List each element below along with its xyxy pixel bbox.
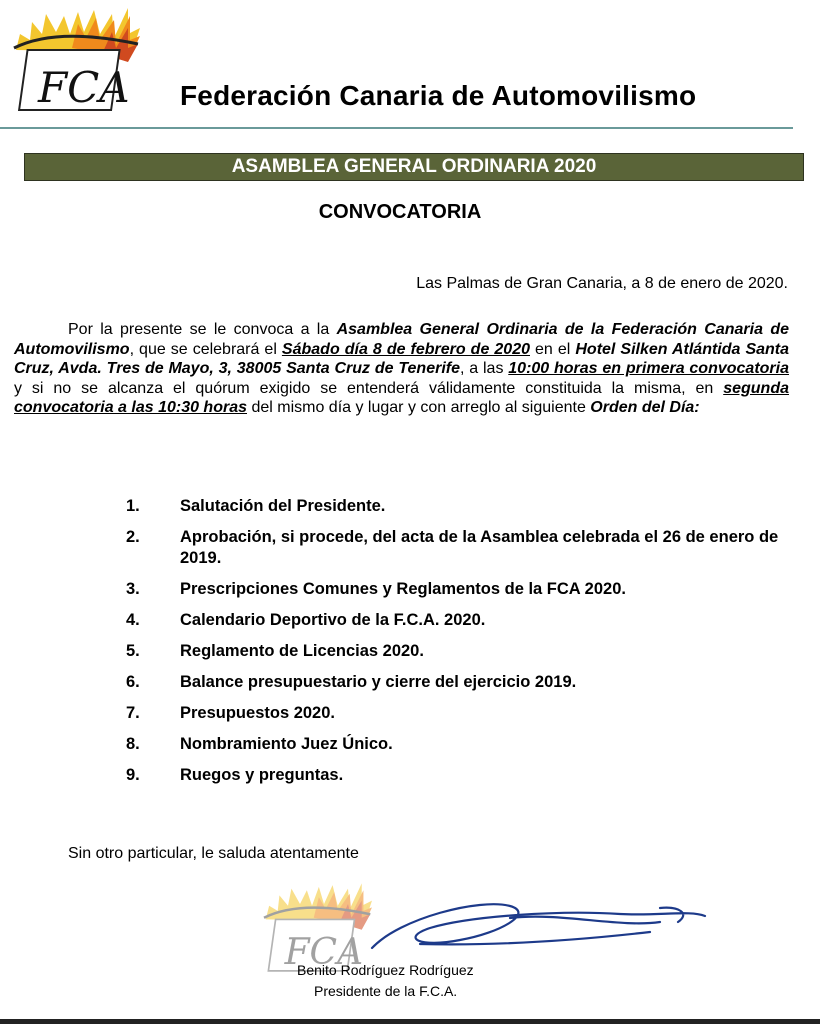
date-line: Las Palmas de Gran Canaria, a 8 de enero de 2020.: [416, 275, 788, 292]
agenda-item: [126, 527, 796, 569]
agenda-item-number: 8.: [126, 735, 140, 753]
agenda-item-number: 3.: [126, 580, 140, 598]
agenda-list: [126, 496, 796, 796]
signer-role: Presidente de la F.C.A.: [314, 983, 458, 999]
agenda-item-text: Aprobación, si procede, del acta de la Asamblea celebrada el 26 de enero de 2019.: [180, 528, 779, 567]
agenda-item: [126, 610, 796, 631]
agenda-label: Orden del Día:: [590, 399, 700, 416]
agenda-item: [126, 496, 796, 517]
document-heading: CONVOCATORIA: [318, 201, 482, 223]
bottom-border: [0, 1019, 820, 1024]
agenda-item: [126, 703, 796, 724]
agenda-item-number: 6.: [126, 673, 140, 691]
stamp-logo-text: FCA: [284, 932, 364, 973]
fca-logo: [12, 4, 142, 116]
agenda-item: [126, 765, 796, 786]
agenda-item-text: Nombramiento Juez Único.: [180, 735, 393, 753]
logo-text: FCA: [38, 63, 130, 112]
second-call: segunda convocatoria a las 10:30 horas: [14, 379, 789, 416]
agenda-item-number: 4.: [126, 611, 140, 629]
meeting-date: Sábado día 8 de febrero de 2020: [281, 340, 530, 358]
header-divider: [0, 127, 793, 129]
closing-line: Sin otro particular, le saluda atentamente: [68, 845, 359, 862]
body-text: del mismo día y lugar y con arreglo al siguiente: [247, 399, 591, 416]
agenda-item-text: Prescripciones Comunes y Reglamentos de la FCA 2020.: [180, 580, 626, 598]
agenda-item-number: 5.: [126, 642, 140, 660]
agenda-item-text: Presupuestos 2020.: [180, 704, 335, 722]
assembly-banner: ASAMBLEA GENERAL ORDINARIA 2020: [24, 153, 804, 181]
agenda-item-text: Calendario Deportivo de la F.C.A. 2020.: [180, 611, 486, 629]
body-text: Por la presente se le convoca a la: [68, 321, 337, 338]
agenda-item: [126, 734, 796, 755]
agenda-item-number: 7.: [126, 704, 140, 722]
agenda-item-text: Balance presupuestario y cierre del ejercicio 2019.: [180, 673, 577, 691]
body-text: y si no se alcanza el quórum exigido se entenderá válidamente constituida la misma, en: [14, 379, 724, 397]
agenda-item-text: Reglamento de Licencias 2020.: [180, 642, 424, 660]
agenda-item-number: 9.: [126, 766, 140, 784]
agenda-item: [126, 579, 796, 600]
body-text: , a las: [460, 360, 509, 377]
signature: [360, 888, 710, 968]
organization-title: Federación Canaria de Automovilismo: [180, 80, 697, 111]
assembly-name: Asamblea General Ordinaria de la Federación Canaria de Automovilismo: [14, 321, 789, 358]
agenda-item: [126, 672, 796, 693]
convocation-paragraph: [14, 320, 789, 418]
agenda-item: [126, 641, 796, 662]
agenda-item-text: Ruegos y preguntas.: [180, 766, 344, 784]
agenda-item-text: Salutación del Presidente.: [180, 497, 386, 515]
venue: Hotel Silken Atlántida Santa Cruz, Avda. Tres de Mayo, 3, 38005 Santa Cruz de Tenerife: [14, 340, 790, 377]
agenda-item-number: 1.: [126, 497, 140, 515]
body-text: , que se celebrará el: [129, 340, 282, 358]
body-text: en el: [530, 340, 576, 358]
agenda-item-number: 2.: [126, 528, 140, 546]
signer-name: Benito Rodríguez Rodríguez: [297, 962, 474, 978]
first-call: 10:00 horas en primera convocatoria: [508, 360, 789, 377]
